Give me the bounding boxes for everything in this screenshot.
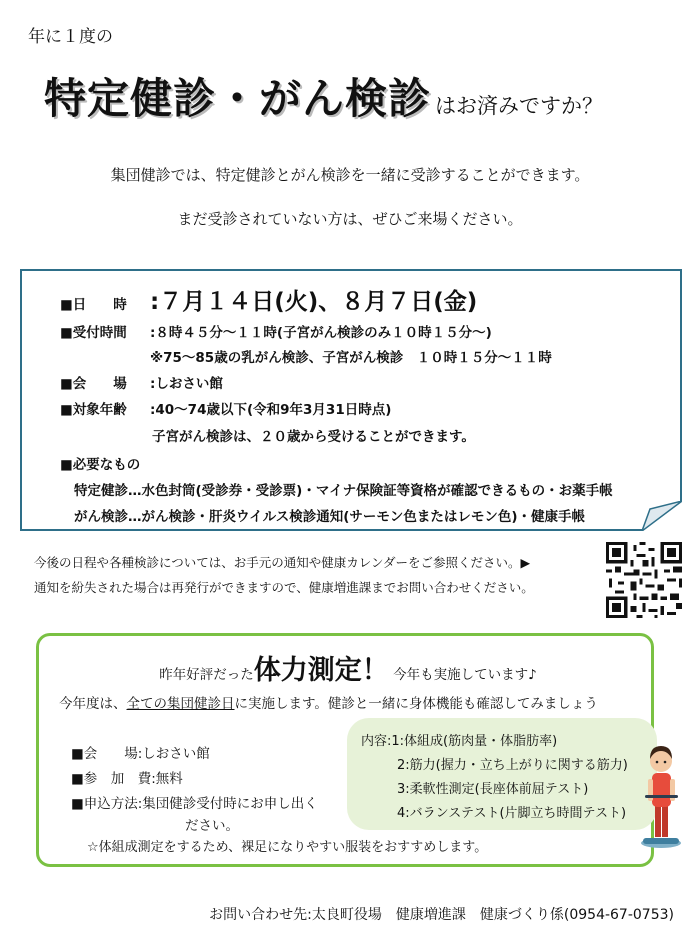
- age-note: 子宮がん検診は、２０歳から受けることができます。: [152, 429, 475, 445]
- content-item: 4:バランステスト(片脚立ち時間テスト): [397, 806, 627, 821]
- content-item: 2:筋力(握力・立ち上がりに関する筋力): [397, 758, 628, 773]
- fitness-venue: ■会 場:しおさい館: [71, 746, 210, 762]
- age-label: ■対象年齢: [60, 402, 127, 418]
- date-label: ■日 時: [60, 297, 127, 313]
- content-item: 1:体組成(筋肉量・体脂肪率): [391, 734, 558, 749]
- contact-footer: お問い合わせ先:太良町役場 健康増進課 健康づくり係(0954-67-0753): [209, 907, 674, 923]
- page-fold-icon: [642, 501, 682, 531]
- title-main: 特定健診・がん検診: [44, 74, 432, 123]
- fitness-contents-bubble: [347, 718, 657, 830]
- fitness-title-pre: 昨年好評だった: [159, 667, 254, 683]
- fitness-sub-underline: 全ての集団健診日: [126, 696, 235, 712]
- notice-line-1: 今後の日程や各種検診については、お手元の通知や健康カレンダーをご参照ください。▶: [34, 555, 531, 570]
- age-value: :40～74歳以下(令和9年3月31日時点): [150, 402, 392, 418]
- needs-label: ■必要なもの: [60, 457, 141, 473]
- reception-label: ■受付時間: [60, 325, 127, 341]
- woman-on-scale-illustration: [638, 737, 684, 849]
- fitness-sub-pre: 今年度は、: [59, 696, 127, 712]
- fitness-sub-post: に実施します。健診と一緒に身体機能も確認してみましょう: [234, 696, 598, 712]
- qr-code[interactable]: [606, 542, 682, 618]
- title-suffix: はお済みですか？: [435, 94, 604, 118]
- kicker-text: 年に１度の: [28, 27, 113, 47]
- reception-note: ※75～85歳の乳がん検診、子宮がん検診 １０時１５分～１１時: [150, 350, 552, 366]
- needs-line-2: がん検診…がん検診・肝炎ウイルス検診通知(サーモン色またはレモン色)・健康手帳: [74, 509, 586, 525]
- fitness-fee: ■参 加 費:無料: [71, 771, 183, 787]
- notice-line-2: 通知を紛失された場合は再発行ができますので、健康増進課までお問い合わせください。: [34, 580, 534, 595]
- venue-value: :しおさい館: [150, 376, 223, 392]
- exam-info-box: [20, 269, 682, 531]
- date-value: :７月１４日(火)、８月７日(金): [150, 289, 478, 315]
- intro-line-1: 集団健診では、特定健診とがん検診を一緒に受診することができます。: [110, 166, 590, 184]
- fitness-apply-line-1: ■申込方法:集団健診受付時にお申し出く: [71, 796, 318, 812]
- reception-value: :８時４５分～１１時(子宮がん検診のみ１０時１５分～): [150, 325, 492, 341]
- fitness-test-box: [36, 633, 654, 867]
- fitness-subtitle: [59, 692, 598, 712]
- intro-line-2: まだ受診されていない方は、ぜひご来場ください。: [177, 210, 523, 228]
- venue-label: ■会 場: [60, 376, 127, 392]
- content-item: 3:柔軟性測定(長座体前屈テスト): [397, 782, 589, 797]
- fitness-title-post: 今年も実施しています♪: [393, 667, 537, 683]
- fitness-title: [39, 648, 657, 687]
- needs-line-1: 特定健診…水色封筒(受診券・受診票)・マイナ保険証等資格が確認できるもの・お薬手帳: [74, 483, 613, 499]
- contents-label: 内容:: [361, 734, 392, 749]
- fitness-apply-line-2: ださい。: [185, 818, 239, 834]
- fitness-title-big: 体力測定！: [253, 655, 389, 686]
- page-title: [44, 66, 603, 126]
- fitness-note: ☆体組成測定をするため、裸足になりやすい服装をおすすめします。: [87, 840, 488, 855]
